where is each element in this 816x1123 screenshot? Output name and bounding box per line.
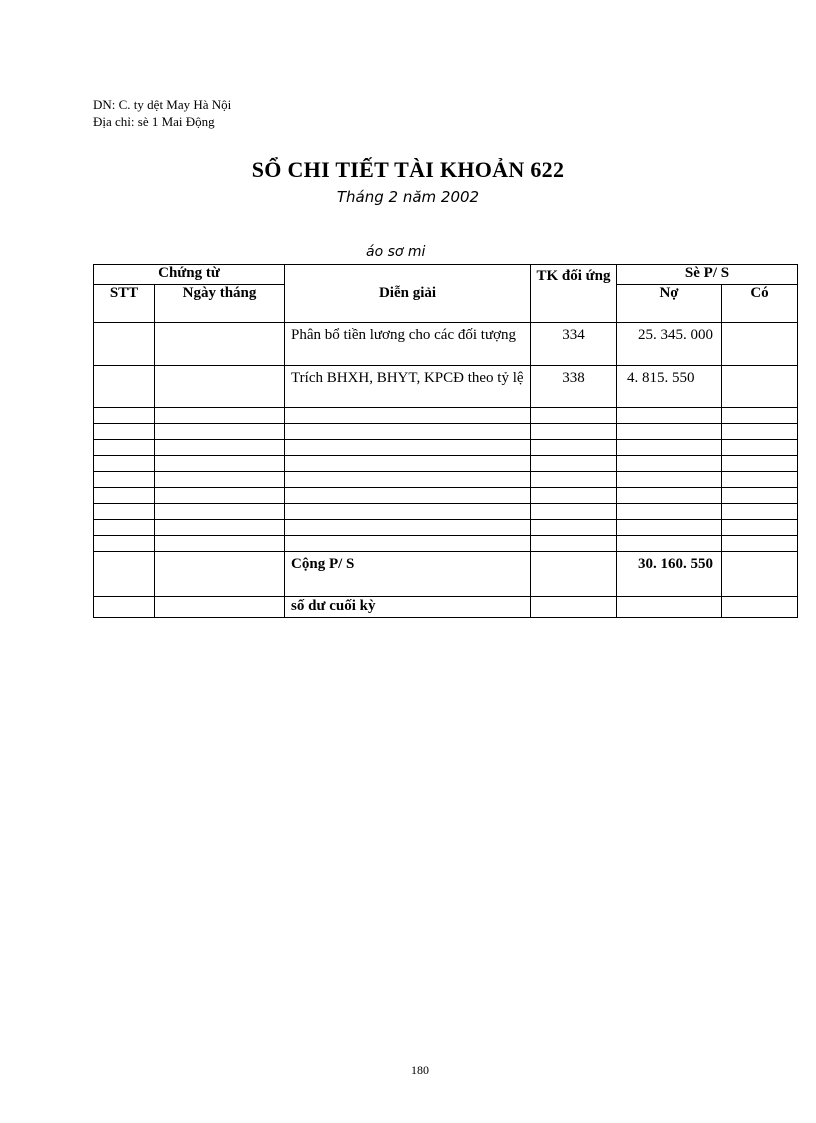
total-credit [722,552,798,597]
closing-balance-row [94,597,798,618]
credit-cell [722,366,798,408]
closing-balance-debit [617,597,722,618]
closing-balance-label: số dư cuối kỳ [285,597,531,618]
total-debit: 30. 160. 550 [617,552,722,597]
description-header: Diễn giải [285,265,531,323]
page-title: SỔ CHI TIẾT TÀI KHOẢN 622 [251,157,565,182]
page-number: 180 [411,1063,429,1077]
voucher-header: Chứng từ [94,265,285,285]
empty-row [94,440,798,456]
closing-balance-account [531,597,617,618]
stt-cell [94,323,155,366]
company-address: Địa chỉ: sè 1 Mai Động [93,114,215,129]
empty-row [94,520,798,536]
document-header [93,96,231,130]
stt-header: STT [94,285,155,323]
total-account [531,552,617,597]
credit-header: Có [722,285,798,323]
total-row [94,552,798,597]
description-cell: Trích BHXH, BHYT, KPCĐ theo tỷ lệ [285,366,531,408]
empty-row [94,536,798,552]
period-subtitle: Tháng 2 năm 2002 [336,188,480,206]
empty-row [94,456,798,472]
table-row [94,366,798,408]
empty-row [94,472,798,488]
empty-row [94,408,798,424]
description-cell: Phân bổ tiền lương cho các đối tượng [285,323,531,366]
closing-balance-credit [722,597,798,618]
product-label: áo sơ mi [366,244,426,260]
debit-cell: 25. 345. 000 [617,323,722,366]
date-header: Ngày tháng [155,285,285,323]
debit-cell: 4. 815. 550 [617,366,722,408]
amount-header: Sè P/ S [617,265,798,285]
account-cell: 338 [531,366,617,408]
empty-row [94,424,798,440]
empty-row [94,504,798,520]
date-cell [155,366,285,408]
credit-cell [722,323,798,366]
table-row [94,323,798,366]
debit-header: Nợ [617,285,722,323]
company-name: DN: C. ty dệt May Hà Nội [93,97,232,112]
account-cell: 334 [531,323,617,366]
empty-row [94,488,798,504]
account-header: TK đối ứng [531,265,617,323]
header-row-1 [94,265,798,285]
stt-cell [94,366,155,408]
total-label: Cộng P/ S [285,552,531,597]
date-cell [155,323,285,366]
ledger-table [93,264,798,618]
